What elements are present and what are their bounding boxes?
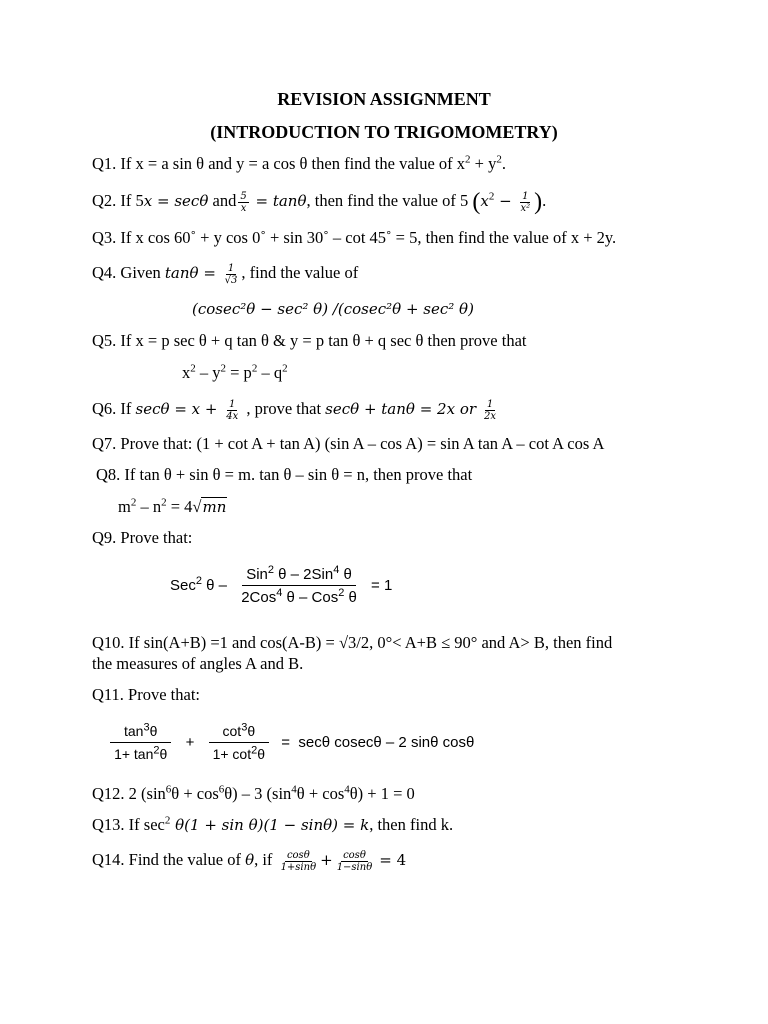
question-11: Q11. Prove that: xyxy=(92,685,200,704)
question-6: Q6. If secθ = x + $\frac{1}{4x}$ , prove that secθ + tanθ = 2x or $\frac{1}{2x}$ xyxy=(92,398,497,422)
question-10: Q10. If sin(A+B) =1 and cos(A-B) = √3/2, 0°< A+B ≤ 90° and A> B, then find xyxy=(92,633,613,652)
question-9: Q9. Prove that: xyxy=(92,528,193,547)
page-title: REVISION ASSIGNMENT xyxy=(277,89,491,109)
question-4: Q4. Given tanθ = $\frac{1}{√3}$ , find the value of xyxy=(92,262,359,286)
question-2: Q2. If 5x = secθ and $\frac{5}{x}$ = tanθ, then find the value of 5 ($x^2$ − $\frac{1}{\text{x²}}$ ). xyxy=(92,189,547,216)
question-5-equation: $x^2 - y^2 = p^2 - q^2$ xyxy=(182,362,288,382)
question-8-equation: $m^2 - n^2 = 4√mn$ xyxy=(118,496,227,516)
question-9-equation: Sec$^2$ θ – Sin$^2$ θ – 2Sin$^4$ θ 2Cos$^4$ θ – Cos$^2$ θ = 1 xyxy=(170,564,393,606)
question-4-expression: (cosec²θ − sec² θ) /(cosec²θ + sec² θ) xyxy=(192,300,474,318)
question-14: Q14. Find the value of θ, if $\frac{\cos\theta}{1+\sin\theta}$ + $\frac{\cos\theta}{1-\sin\theta}$ = 4 xyxy=(92,849,407,873)
question-12: Q12. 2 $(\sin^6\theta + \cos^6\theta) - 3$ $(\sin^4\theta + \cos^4\theta) + 1 = 0$ xyxy=(92,783,415,803)
page-subtitle: (INTRODUCTION TO TRIGOMOMETRY) xyxy=(210,122,558,142)
question-8: Q8. If tan θ + sin θ = m. tan θ – sin θ = n, then prove that xyxy=(96,465,473,484)
question-1: Q1. If x = a sin θ and y = a cos θ then find the value of $x^2 + y^2$. xyxy=(92,153,506,173)
question-13: Q13. If $\sec^2 \theta(1 + \sin \theta)(1 - \sin\theta) = k$, then find k. xyxy=(92,814,454,834)
question-11-equation: $\frac{\tan^3\theta}{1+ \tan^2\theta}$ + $\frac{\cot^3\theta}{1+ \cot^2\theta}$ = secθ cosecθ – 2 sinθ cosθ xyxy=(110,722,474,763)
question-5: Q5. If x = p sec θ + q tan θ & y = p tan θ + q sec θ then prove that xyxy=(92,331,527,350)
question-3: Q3. If x cos 60˚ + y cos 0˚ + sin 30˚ – cot 45˚ = 5, then find the value of x + 2y. xyxy=(92,228,617,247)
question-10-line-2: the measures of angles A and B. xyxy=(92,654,304,673)
question-7: Q7. Prove that: (1 + cot A + tan A) (sin A – cos A) = sin A tan A – cot A cos A xyxy=(92,434,605,453)
